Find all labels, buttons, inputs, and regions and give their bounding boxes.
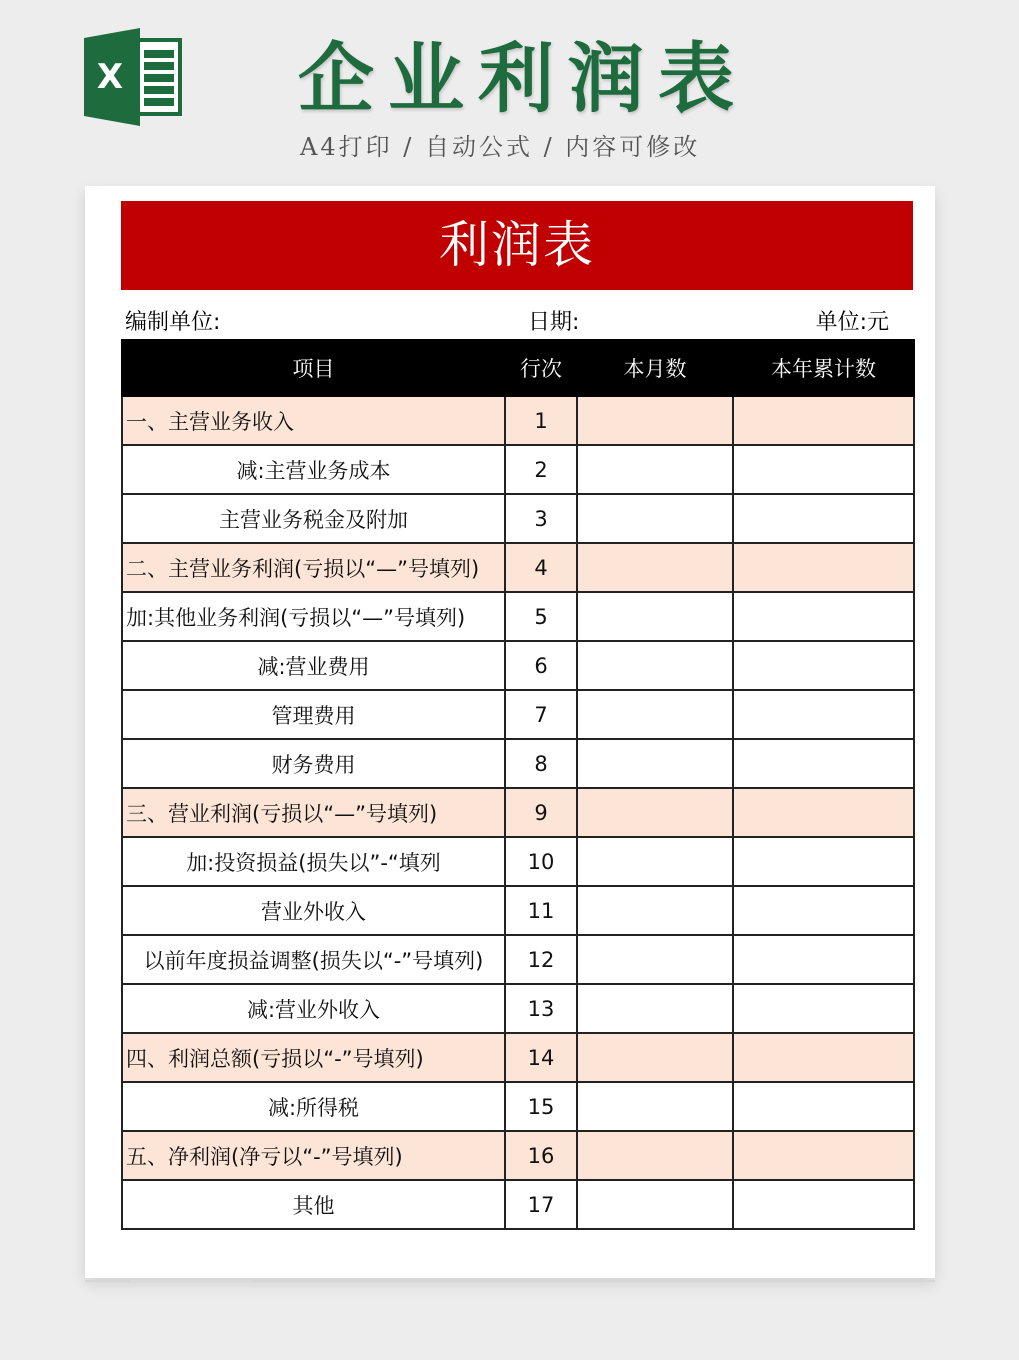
row-month-value[interactable]: [577, 592, 733, 641]
row-line-number: 6: [505, 641, 577, 690]
row-ytd-value[interactable]: [733, 739, 914, 788]
row-item-label: 财务费用: [122, 739, 505, 788]
row-item-label: 减:所得税: [122, 1082, 505, 1131]
row-line-number: 11: [505, 886, 577, 935]
row-ytd-value[interactable]: [733, 494, 914, 543]
table-row: [122, 641, 914, 690]
sheet-edge: [85, 1280, 130, 1282]
table-row: [122, 837, 914, 886]
row-item-label: 减:营业费用: [122, 641, 505, 690]
row-month-value[interactable]: [577, 1131, 733, 1180]
row-ytd-value[interactable]: [733, 1082, 914, 1131]
table-row: [122, 543, 914, 592]
table-row: [122, 1082, 914, 1131]
row-month-value[interactable]: [577, 1180, 733, 1229]
column-header-month: 本月数: [577, 340, 733, 396]
row-month-value[interactable]: [577, 886, 733, 935]
table-header-row: [122, 340, 914, 396]
row-month-value[interactable]: [577, 690, 733, 739]
date-label: 日期:: [528, 310, 580, 335]
row-ytd-value[interactable]: [733, 886, 914, 935]
table-row: [122, 1180, 914, 1229]
row-item-label: 管理费用: [122, 690, 505, 739]
row-item-label: 加:其他业务利润(亏损以“—”号填列): [122, 592, 505, 641]
sheet-banner-title: 利润表: [121, 201, 913, 290]
table-row: [122, 984, 914, 1033]
row-ytd-value[interactable]: [733, 641, 914, 690]
table-row: [122, 592, 914, 641]
row-ytd-value[interactable]: [733, 1131, 914, 1180]
row-item-label: 主营业务税金及附加: [122, 494, 505, 543]
column-header-ytd: 本年累计数: [733, 340, 914, 396]
income-statement-sheet: [85, 186, 935, 1278]
row-month-value[interactable]: [577, 935, 733, 984]
table-row: [122, 1131, 914, 1180]
row-item-label: 四、利润总额(亏损以“-”号填列): [122, 1033, 505, 1082]
row-ytd-value[interactable]: [733, 935, 914, 984]
row-line-number: 17: [505, 1180, 577, 1229]
row-line-number: 7: [505, 690, 577, 739]
row-line-number: 5: [505, 592, 577, 641]
column-header-item: 项目: [122, 340, 505, 396]
row-line-number: 8: [505, 739, 577, 788]
row-ytd-value[interactable]: [733, 543, 914, 592]
row-ytd-value[interactable]: [733, 837, 914, 886]
table-row: [122, 788, 914, 837]
row-item-label: 以前年度损益调整(损失以“-”号填列): [122, 935, 505, 984]
row-month-value[interactable]: [577, 739, 733, 788]
row-ytd-value[interactable]: [733, 984, 914, 1033]
row-ytd-value[interactable]: [733, 788, 914, 837]
row-item-label: 加:投资损益(损失以”-“填列: [122, 837, 505, 886]
row-line-number: 4: [505, 543, 577, 592]
row-ytd-value[interactable]: [733, 690, 914, 739]
row-item-label: 营业外收入: [122, 886, 505, 935]
page-subtitle: A4打印 / 自动公式 / 内容可修改: [300, 133, 701, 161]
row-ytd-value[interactable]: [733, 592, 914, 641]
row-month-value[interactable]: [577, 641, 733, 690]
compiler-label: 编制单位:: [125, 310, 221, 335]
row-line-number: 3: [505, 494, 577, 543]
row-month-value[interactable]: [577, 837, 733, 886]
row-line-number: 14: [505, 1033, 577, 1082]
row-ytd-value[interactable]: [733, 1180, 914, 1229]
row-item-label: 五、净利润(净亏以“-”号填列): [122, 1131, 505, 1180]
income-statement-table: [121, 339, 915, 1230]
row-item-label: 一、主营业务收入: [122, 396, 505, 445]
row-line-number: 12: [505, 935, 577, 984]
excel-icon: [84, 28, 184, 126]
row-item-label: 减:主营业务成本: [122, 445, 505, 494]
row-item-label: 其他: [122, 1180, 505, 1229]
row-line-number: 15: [505, 1082, 577, 1131]
row-line-number: 10: [505, 837, 577, 886]
row-ytd-value[interactable]: [733, 445, 914, 494]
row-month-value[interactable]: [577, 396, 733, 445]
row-item-label: 减:营业外收入: [122, 984, 505, 1033]
row-ytd-value[interactable]: [733, 396, 914, 445]
row-line-number: 13: [505, 984, 577, 1033]
table-row: [122, 396, 914, 445]
table-row: [122, 1033, 914, 1082]
row-item-label: 二、主营业务利润(亏损以“—”号填列): [122, 543, 505, 592]
table-row: [122, 494, 914, 543]
table-row: [122, 935, 914, 984]
row-month-value[interactable]: [577, 1082, 733, 1131]
row-line-number: 2: [505, 445, 577, 494]
row-month-value[interactable]: [577, 543, 733, 592]
page-title: 企业利润表: [298, 34, 748, 123]
svg-text:X: X: [96, 57, 124, 97]
table-row: [122, 690, 914, 739]
row-line-number: 16: [505, 1131, 577, 1180]
unit-label: 单位:元: [815, 310, 889, 335]
table-row: [122, 739, 914, 788]
row-month-value[interactable]: [577, 445, 733, 494]
table-row: [122, 445, 914, 494]
table-row: [122, 886, 914, 935]
row-line-number: 9: [505, 788, 577, 837]
row-ytd-value[interactable]: [733, 1033, 914, 1082]
row-month-value[interactable]: [577, 1033, 733, 1082]
sheet-edge: [253, 1280, 935, 1282]
column-header-line: 行次: [505, 340, 577, 396]
row-month-value[interactable]: [577, 984, 733, 1033]
row-item-label: 三、营业利润(亏损以“—”号填列): [122, 788, 505, 837]
row-month-value[interactable]: [577, 494, 733, 543]
row-line-number: 1: [505, 396, 577, 445]
row-month-value[interactable]: [577, 788, 733, 837]
